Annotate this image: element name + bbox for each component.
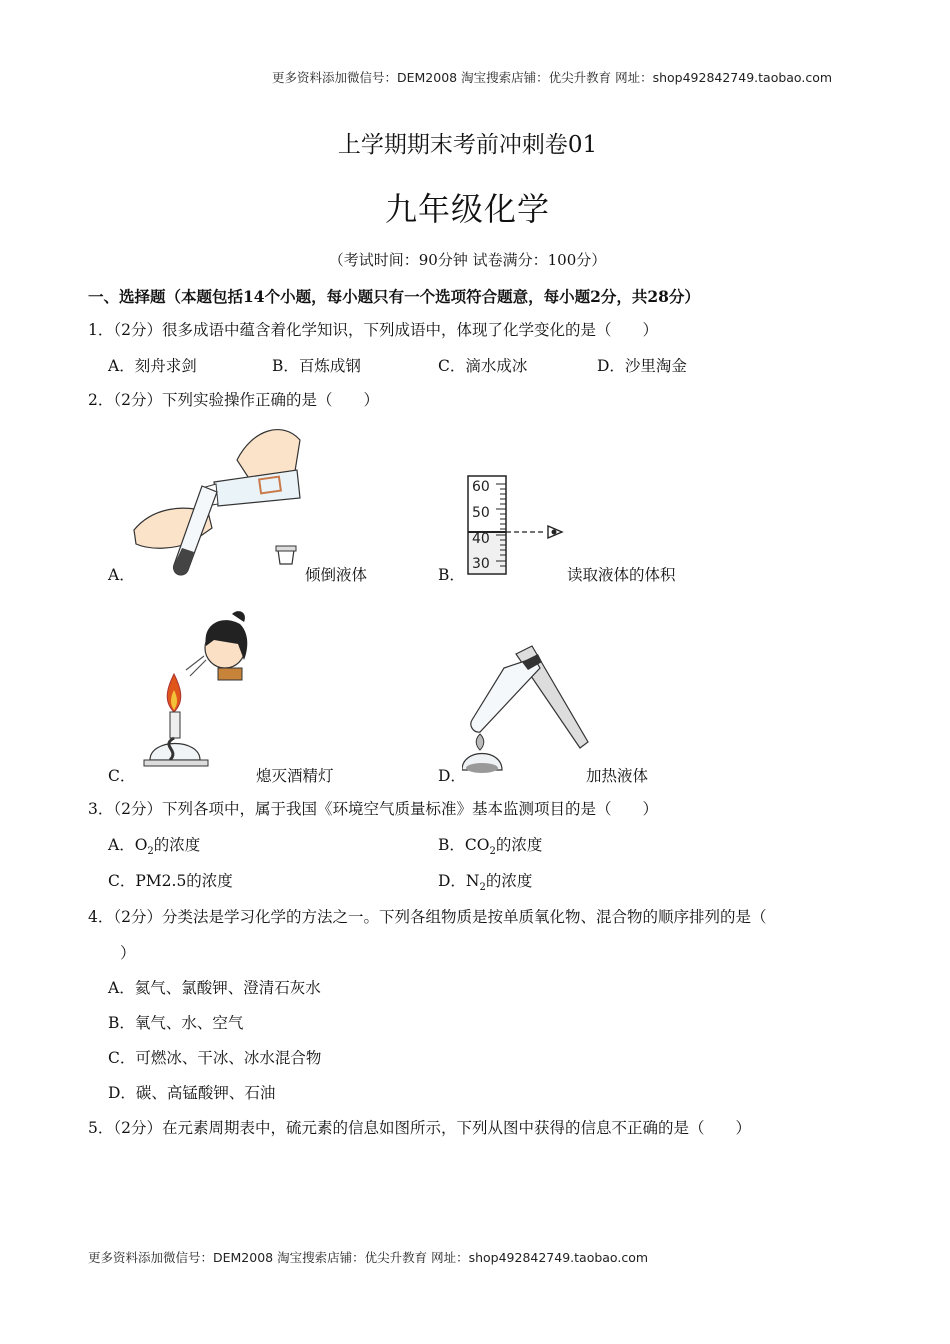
cylinder-tick-50: 50 (472, 505, 490, 521)
q2-option-d-caption: 加热液体 (586, 767, 649, 785)
question-3-stem: 3．（2分）下列各项中，属于我国《环境空气质量标准》基本监测项目的是（ ） (88, 800, 658, 818)
q3-option-c: C．PM2.5的浓度 (108, 872, 233, 890)
q2-option-a-caption: 倾倒液体 (305, 566, 368, 584)
question-4-stem: 4．（2分）分类法是学习化学的方法之一。下列各组物质是按单质氧化物、混合物的顺序排列的是（ (88, 908, 767, 926)
q1-option-a: A．刻舟求剑 (108, 357, 197, 375)
heating-liquid-figure (462, 640, 592, 780)
q2-option-b-letter: B． (438, 566, 465, 584)
question-1-stem: 1．（2分）很多成语中蕴含着化学知识，下列成语中，体现了化学变化的是（ ） (88, 321, 658, 339)
q4-option-c: C．可燃冰、干冰、冰水混合物 (108, 1049, 322, 1067)
q4-option-a: A．氦气、氯酸钾、澄清石灰水 (108, 979, 321, 997)
q1-option-b: B．百炼成钢 (272, 357, 361, 375)
q2-option-d-letter: D． (438, 767, 466, 785)
pouring-liquid-figure (132, 420, 307, 582)
cylinder-tick-40: 40 (472, 531, 490, 547)
cylinder-tick-30: 30 (472, 556, 490, 572)
q3-option-a: A．$O_2$的浓度 (108, 836, 201, 858)
q2-option-a-letter: A． (108, 566, 135, 584)
q3-option-d: D．$N_2$的浓度 (438, 872, 533, 894)
q2-option-c-caption: 熄灭酒精灯 (256, 767, 334, 785)
page-header: 更多资料添加微信号：DEM2008 淘宝搜索店铺：优尖升教育 网址：shop492842749.taobao.com (272, 70, 833, 85)
exam-title: 上学期期末考前冲刺卷01 (337, 132, 598, 158)
exam-meta: （考试时间：90分钟 试卷满分：100分） (328, 251, 607, 269)
question-4-stem-cont: ） (120, 944, 136, 962)
q2-option-b-caption: 读取液体的体积 (567, 566, 676, 584)
q3-option-b: B．$CO_2$的浓度 (438, 836, 543, 858)
blowing-lamp-figure (140, 610, 252, 778)
q1-option-d: D．沙里淘金 (597, 357, 687, 375)
question-2-stem: 2．（2分）下列实验操作正确的是（ ） (88, 391, 379, 409)
q2-option-c-letter: C． (108, 767, 136, 785)
q4-option-d: D．碳、高锰酸钾、石油 (108, 1084, 276, 1102)
question-5-stem: 5．（2分）在元素周期表中，硫元素的信息如图所示，下列从图中获得的信息不正确的是（ ） (88, 1119, 751, 1137)
graduated-cylinder-figure (460, 472, 570, 576)
q4-option-b: B．氧气、水、空气 (108, 1014, 244, 1032)
page-footer: 更多资料添加微信号：DEM2008 淘宝搜索店铺：优尖升教育 网址：shop492842749.taobao.com (88, 1250, 649, 1265)
exam-subject: 九年级化学 (384, 190, 550, 228)
section-heading: 一、选择题（本题包括14个小题，每小题只有一个选项符合题意，每小题2分，共28分） (88, 287, 700, 306)
q1-option-c: C．滴水成冰 (438, 357, 528, 375)
cylinder-tick-60: 60 (472, 479, 490, 495)
